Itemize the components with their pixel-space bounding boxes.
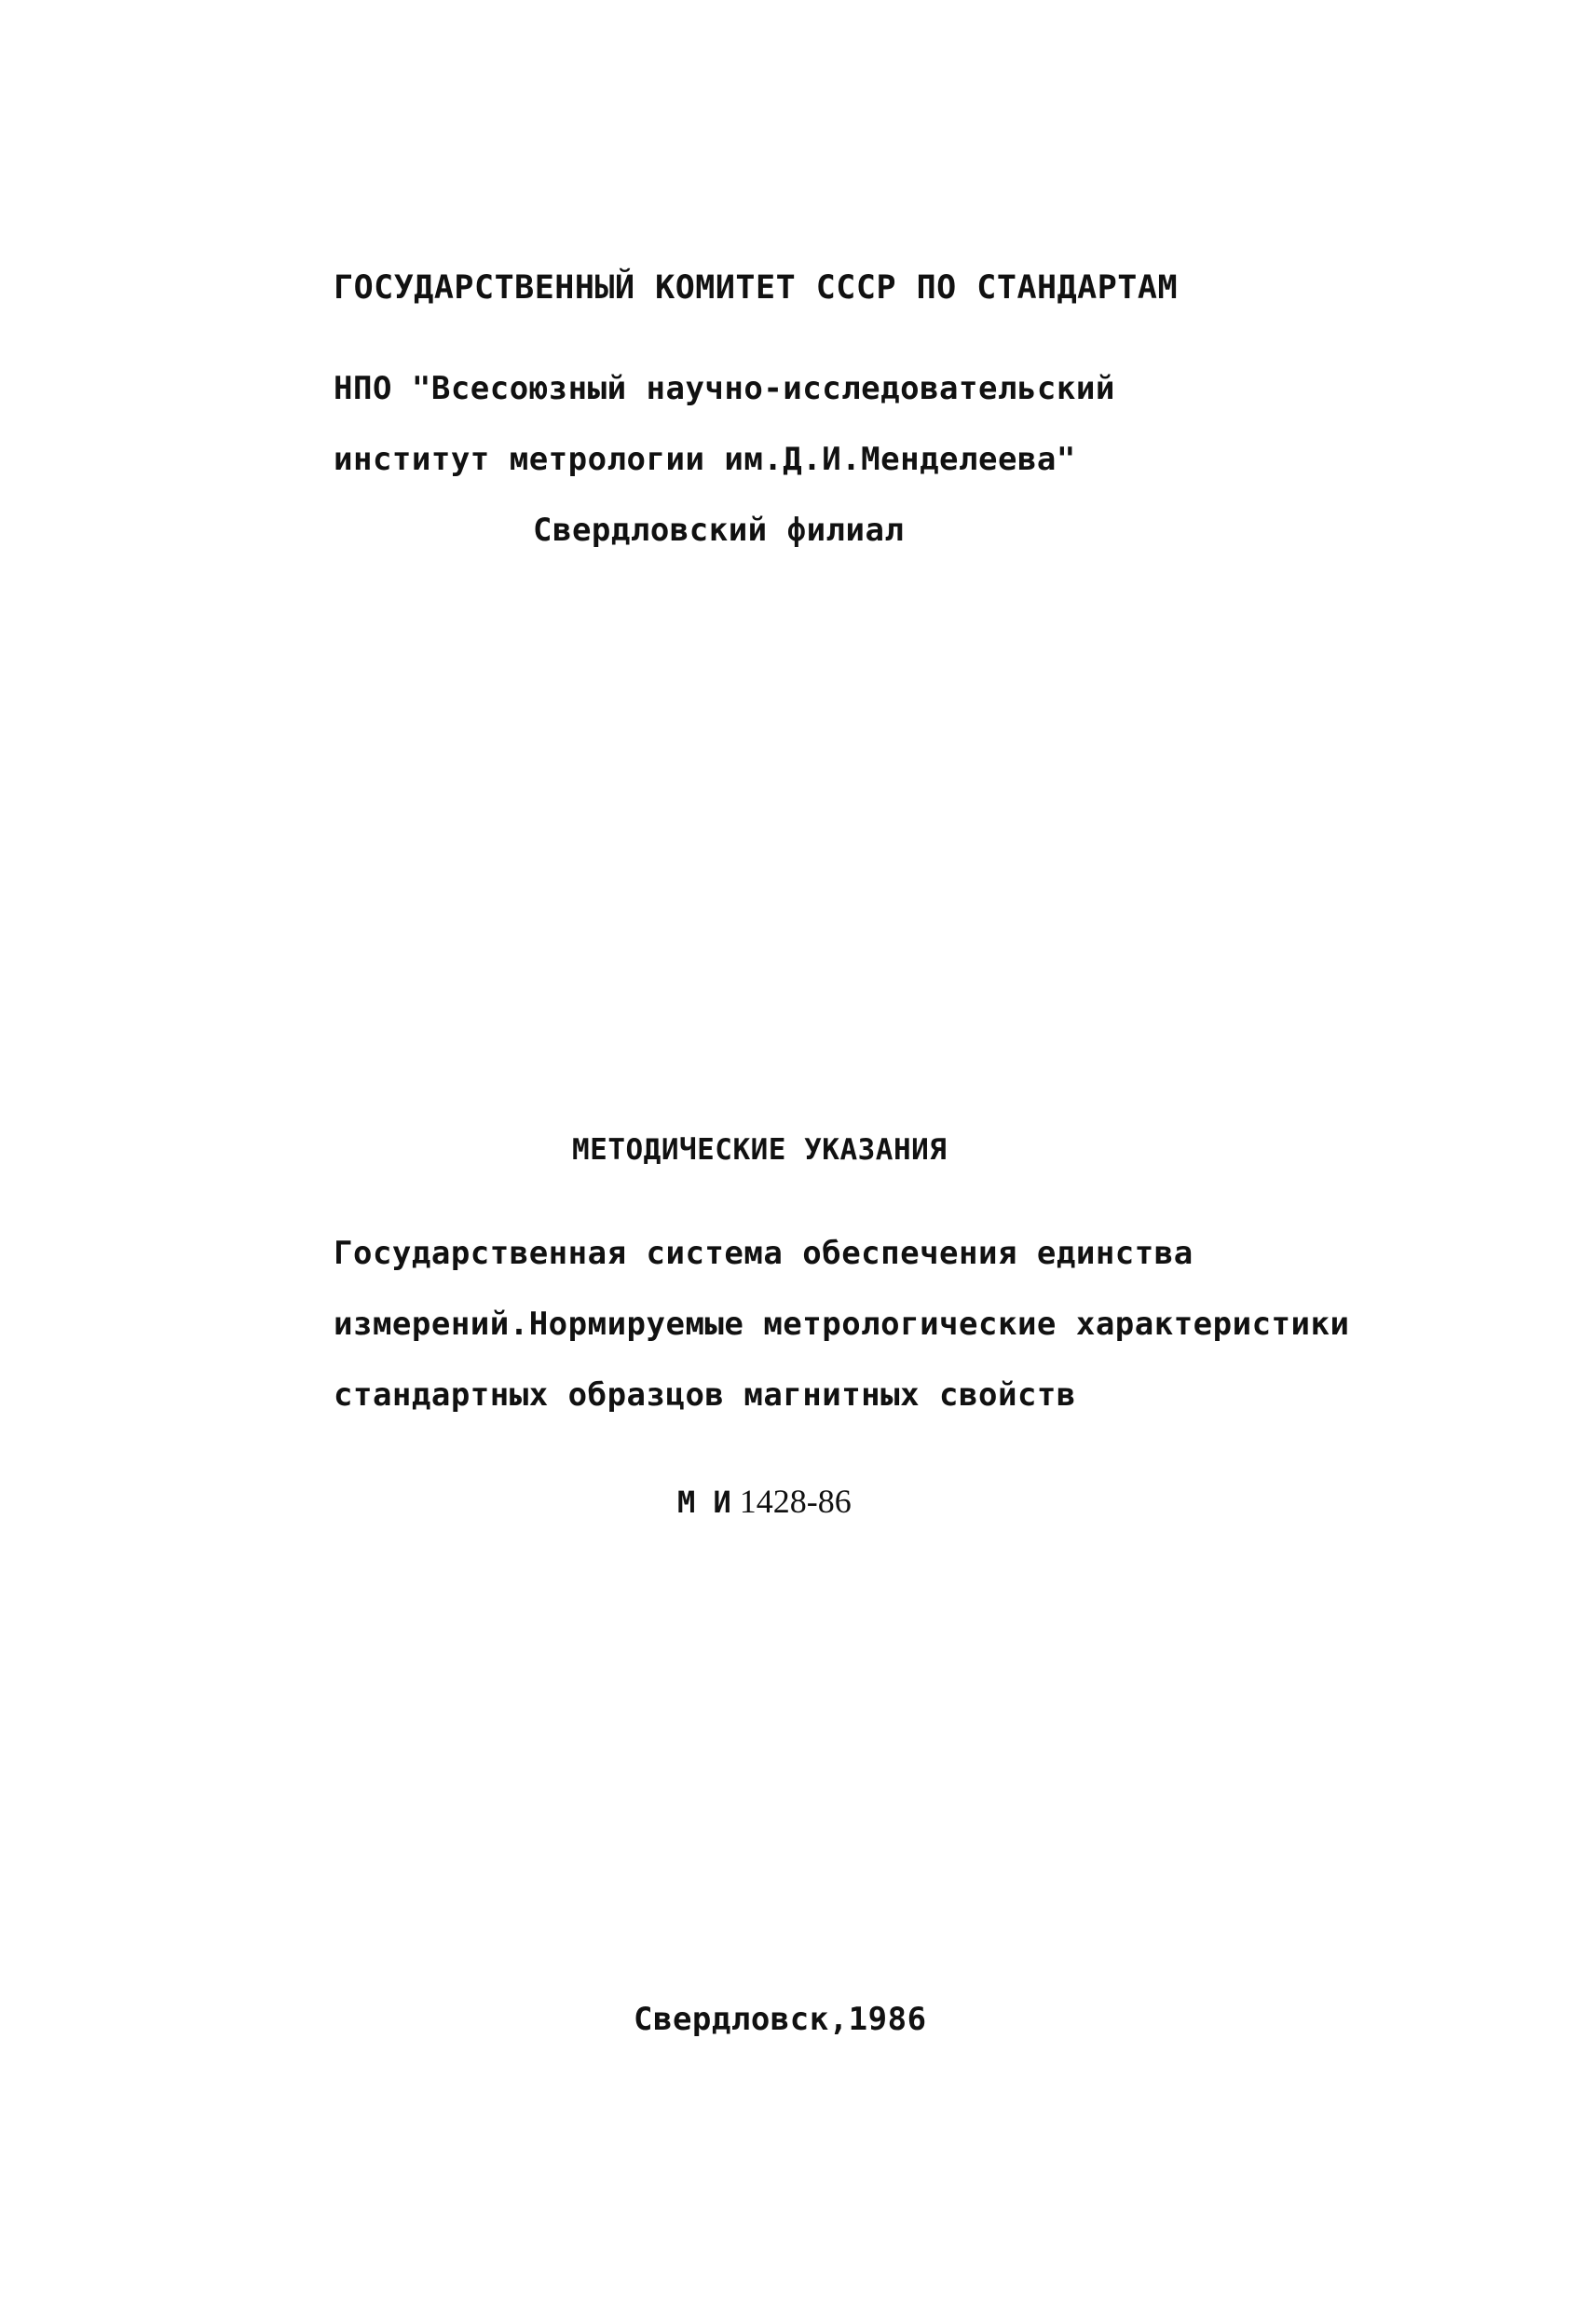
imprint-city-year: Свердловск,1986: [634, 2001, 927, 2038]
document-title-line-3: стандартных образцов магнитных свойств: [334, 1376, 1076, 1414]
document-type: МЕТОДИЧЕСКИЕ УКАЗАНИЯ: [572, 1133, 948, 1167]
document-title-line-1: Государственная система обеспечения единства: [334, 1235, 1194, 1272]
document-code: [677, 1484, 852, 1518]
committee-heading: ГОСУДАРСТВЕННЫЙ КОМИТЕТ СССР ПО СТАНДАРТАМ: [334, 269, 1179, 307]
document-title-line-2: измерений.Нормируемые метрологические характеристики: [334, 1306, 1350, 1343]
organization-name-line-2: институт метрологии им.Д.И.Менделеева": [334, 441, 1076, 478]
branch-name: Свердловский филиал: [533, 512, 905, 549]
organization-name-line-1: НПО "Всесоюзный научно-исследовательский: [334, 370, 1115, 407]
document-code-number: 1428-86: [739, 1483, 852, 1520]
document-code-prefix: М И: [677, 1484, 731, 1520]
